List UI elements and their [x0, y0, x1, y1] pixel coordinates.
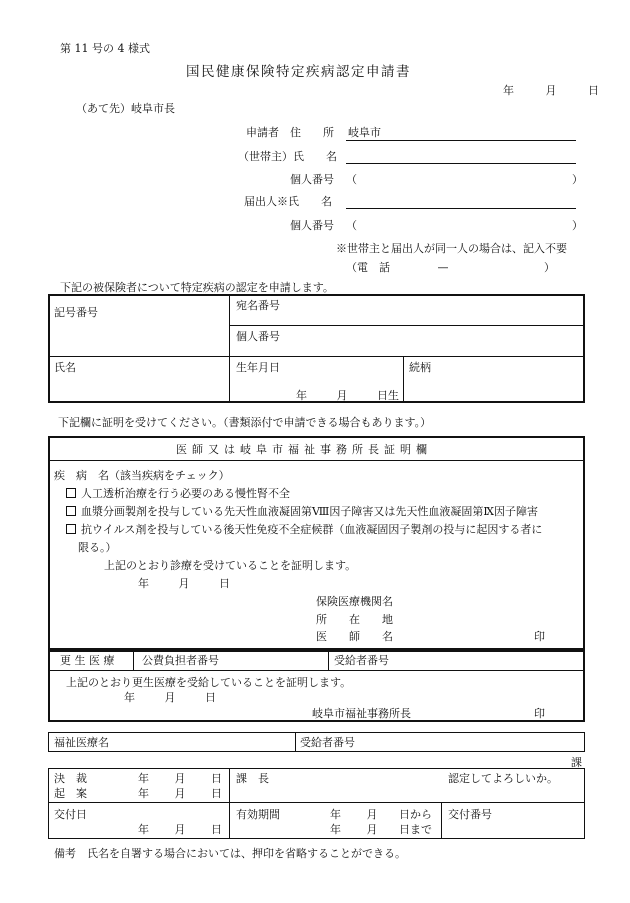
issue-date[interactable] [138, 824, 222, 835]
dob-field[interactable] [296, 390, 399, 401]
day-label: 日 [588, 84, 599, 97]
year-label: 年 [124, 691, 135, 704]
tel-dash: — [437, 261, 449, 274]
year-label: 年 [138, 772, 149, 785]
year-label: 年 [330, 808, 341, 821]
disease-3-label: 抗ウイルス剤を投与している後天性免疫不全症候群（血液凝固因子製剤の投与に起因する者に [81, 523, 543, 536]
chief-label: 課 長 [236, 772, 269, 785]
submitter-paren-open: （ [346, 219, 357, 232]
month-label: 月 [366, 808, 378, 821]
day-label: 日 [211, 787, 222, 800]
submitter-name-field[interactable] [346, 208, 576, 209]
welfare-name-label: 福祉医療名 [54, 736, 109, 749]
location-label: 所 在 地 [316, 613, 393, 626]
section-ka: 課 [571, 756, 582, 769]
issue-date-label: 交付日 [54, 808, 87, 821]
until-label: 日まで [399, 823, 432, 836]
year-label: 年 [330, 823, 341, 836]
symbol-no-label: 記号番号 [54, 306, 98, 319]
year-label: 年 [503, 84, 514, 97]
doctor-section-header: 医師又は岐阜市福祉事務所長証明欄 [176, 443, 432, 456]
issue-no-label: 交付番号 [448, 808, 492, 821]
applicant-label: 申請者 [246, 126, 279, 139]
day-label: 日 [211, 823, 222, 836]
welfare-director-label: 岐阜市福祉事務所長 [312, 707, 411, 720]
doctor-certify-text: 上記のとおり診療を受けていることを証明します。 [104, 559, 357, 572]
remarks: 備考 氏名を自署する場合においては、押印を省略することができる。 [54, 847, 406, 860]
decision-date[interactable] [138, 773, 222, 784]
month-label: 月 [174, 787, 186, 800]
draft-date[interactable] [138, 788, 222, 799]
addressee: （あて先）岐阜市長 [76, 102, 175, 115]
day-label: 日 [205, 691, 216, 704]
disease-1-label: 人工透析治療を行う必要のある慢性腎不全 [81, 487, 290, 500]
relation-label: 続柄 [409, 361, 431, 374]
month-label: 月 [174, 823, 186, 836]
year-label: 年 [138, 823, 149, 836]
day-label: 日 [211, 772, 222, 785]
householder-name-field[interactable] [346, 163, 576, 164]
telephone[interactable] [346, 262, 555, 273]
address-field[interactable]: 岐阜市 [348, 126, 381, 139]
cert-request-text: 下記欄に証明を受けてください。（書類添付で申請できる場合もあります。） [58, 416, 432, 429]
page-title: 国民健康保険特定疾病認定申請書 [186, 64, 411, 80]
tel-label: （電 話 [346, 261, 390, 274]
decision-label: 決 裁 [54, 772, 87, 785]
year-label: 年 [138, 787, 149, 800]
welfare-recipient-no-label: 受給者番号 [300, 736, 355, 749]
form-number: 第 11 号の 4 様式 [60, 42, 150, 55]
month-label: 月 [164, 691, 176, 704]
rehab-cert-date[interactable] [124, 692, 216, 703]
disease-checkbox-2[interactable] [66, 506, 538, 517]
householder-name-label: （世帯主）氏 名 [238, 150, 337, 163]
institution-label: 保険医療機関名 [316, 595, 393, 608]
insured-table [48, 294, 585, 403]
applicant-paren-close: ） [572, 173, 583, 186]
dob-day: 日生 [377, 389, 399, 402]
year-label: 年 [138, 577, 149, 590]
from-label: 日から [399, 808, 432, 821]
submitter-note: ※世帯主と届出人が同一人の場合は、記入不要 [336, 242, 567, 255]
month-label: 月 [178, 577, 190, 590]
addressee-no-label: 宛名番号 [236, 299, 280, 312]
submitter-personal-no-label: 個人番号 [290, 219, 334, 232]
tel-close: ） [544, 261, 555, 274]
dob-label: 生年月日 [236, 361, 280, 374]
rehab-seal: 印 [534, 707, 545, 720]
draft-label: 起 案 [54, 787, 87, 800]
month-label: 月 [366, 823, 378, 836]
month-label: 月 [545, 84, 557, 97]
month-label: 月 [174, 772, 186, 785]
rehab-recipient-no-label: 受給者番号 [334, 654, 389, 667]
disease-3-cont: 限る。） [78, 541, 117, 554]
address-label: 住 所 [290, 126, 334, 139]
day-label: 日 [219, 577, 230, 590]
application-date[interactable] [503, 85, 599, 96]
submitter-name-label: 届出人※氏 名 [244, 195, 332, 208]
disease-2-label: 血漿分画製剤を投与している先天性血液凝固第Ⅷ因子障害又は先天性血液凝固第Ⅸ因子障害 [81, 505, 538, 518]
rehab-label: 更 生 医 療 [60, 654, 115, 667]
rehab-certify-text: 上記のとおり更生医療を受給していることを証明します。 [66, 676, 352, 689]
disease-label: 疾 病 名（該当疾病をチェック） [54, 469, 230, 482]
doctor-name-label: 医 師 名 [316, 630, 393, 643]
applicant-personal-no-label: 個人番号 [290, 173, 334, 186]
validity-from[interactable] [330, 809, 432, 820]
approve-text: 認定してよろしいか。 [448, 772, 558, 785]
personal-no-label: 個人番号 [236, 330, 280, 343]
submitter-paren-close: ） [572, 219, 583, 232]
validity-until[interactable] [330, 824, 432, 835]
dob-month: 月 [336, 389, 348, 402]
intro-text: 下記の被保険者について特定疾病の認定を申請します。 [60, 281, 334, 294]
applicant-paren-open: （ [346, 173, 357, 186]
dob-year: 年 [296, 389, 307, 402]
validity-label: 有効期間 [236, 808, 280, 821]
burden-no-label: 公費負担者番号 [142, 654, 219, 667]
insured-name-label: 氏名 [54, 361, 76, 374]
address-underline [346, 140, 576, 141]
disease-checkbox-3[interactable] [66, 524, 542, 535]
disease-checkbox-1[interactable] [66, 488, 290, 499]
doctor-seal: 印 [534, 630, 545, 643]
doctor-cert-date[interactable] [138, 578, 230, 589]
